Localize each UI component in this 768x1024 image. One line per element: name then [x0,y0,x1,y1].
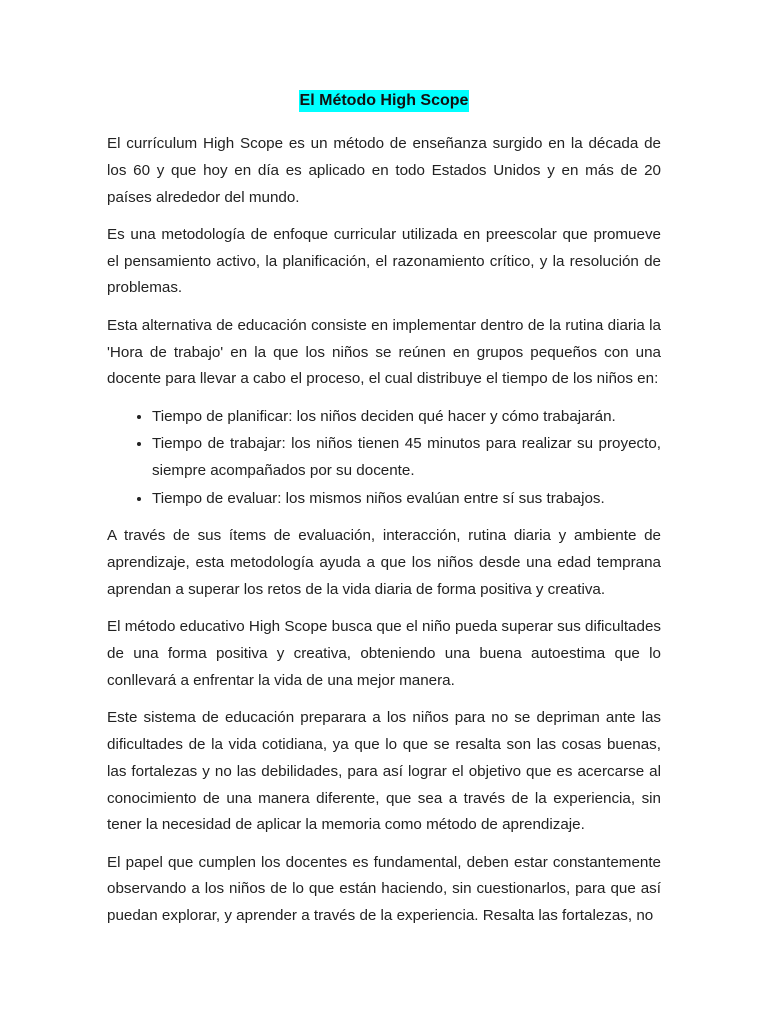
list-item-evaluating: • Tiempo de evaluar: los mismos niños evalúan entre sí sus trabajos. [152,486,661,513]
document-body [107,131,661,941]
time-distribution-list [107,404,661,513]
intro-paragraph: El currículum High Scope es un método de enseñanza surgido en la década de los 60 y que hoy en día es aplicado en todo Estados Unidos y en más de 20 países alrededor del mundo. [107,135,661,206]
education-system-paragraph: Este sistema de educación preparara a los niños para no se depriman ante las dificultades de la vida cotidiana, ya que lo que se resalta son las cosas buenas, las fortalezas y no las debilidades, para así lograr el objetivo que es acercarse al conocimiento de una manera diferente, que sea a través de la experiencia, sin tener la necesidad de aplicar la memoria como método de aprendizaje. [107,709,661,834]
method-goal-paragraph: El método educativo High Scope busca que el niño pueda superar sus dificultades de una forma positiva y creativa, obteniendo una buena autoestima que lo conllevará a enfrentar la vida de una mejor manera. [107,618,661,689]
title-container [0,90,768,112]
methodology-paragraph: Es una metodología de enfoque curricular utilizada en preescolar que promueve el pensamiento activo, la planificación, el razonamiento crítico, y la resolución de problemas. [107,225,661,297]
document-title: El Método High Scope [299,90,470,112]
evaluation-paragraph: A través de sus ítems de evaluación, interacción, rutina diaria y ambiente de aprendizaje, esta metodología ayuda a que los niños desde una edad temprana aprendan a superar los retos de la vida diaria de forma positiva y creativa. [107,527,661,598]
list-item-working: • Tiempo de trabajar: los niños tienen 45 minutos para realizar su proyecto, siempre acompañados por su docente. [152,431,661,485]
list-item-planning: • Tiempo de planificar: los niños deciden qué hacer y cómo trabajarán. [152,404,661,431]
work-hour-paragraph: Esta alternativa de educación consiste en implementar dentro de la rutina diaria la 'Hora de trabajo' en la que los niños se reúnen en grupos pequeños con una docente para llevar a cabo el proceso, el cual distribuye el tiempo de los niños en: [107,316,661,388]
teachers-role-paragraph: El papel que cumplen los docentes es fundamental, deben estar constantemente observando a los niños de lo que están haciendo, sin cuestionarlos, para que así puedan explorar, y aprender a través de la experiencia. Resalta las fortalezas, no [107,853,661,925]
